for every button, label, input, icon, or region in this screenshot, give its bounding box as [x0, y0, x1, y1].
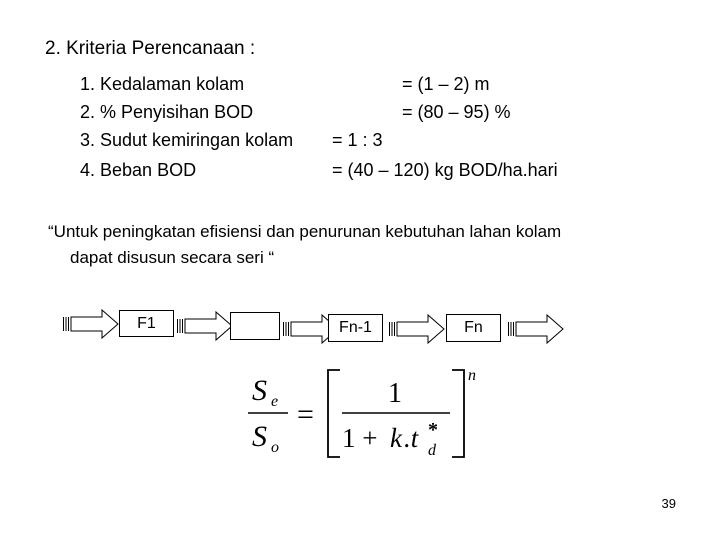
formula-exponent-n: n [468, 367, 476, 384]
striped-block-arrow-right-icon [176, 310, 234, 342]
pond-box-f1: F1 [119, 310, 174, 337]
formula-numerator-sub-e: e [271, 393, 279, 410]
quote-line-1: “Untuk peningkatan efisiensi dan penurunan kebutuhan lahan kolam [48, 222, 562, 241]
formula-k: k [390, 423, 402, 453]
formula-right-bracket [452, 370, 464, 457]
formula-denominator-s: S [252, 420, 267, 453]
pond-box-intermediate [230, 312, 280, 340]
formula-one-plus: 1 + [342, 423, 378, 453]
criterion-value-bod-load: = (40 – 120) kg BOD/ha.hari [332, 160, 558, 180]
striped-block-arrow-right-icon [507, 313, 565, 345]
formula-left-bracket [328, 370, 340, 457]
striped-block-arrow-right-icon [62, 308, 120, 340]
criterion-value-depth: = (1 – 2) m [402, 74, 490, 94]
pond-box-fn-1: Fn-1 [328, 314, 383, 342]
criterion-label-bod-load: 4. Beban BOD [80, 160, 197, 180]
formula-equals: = [297, 398, 314, 431]
formula-inner-numerator: 1 [388, 378, 402, 409]
efficiency-formula [240, 362, 490, 462]
pond-box-fn: Fn [446, 314, 501, 342]
striped-block-arrow-right-icon [388, 313, 446, 345]
criterion-label-slope: 3. Sudut kemiringan kolam [80, 130, 294, 150]
quote-line-2: dapat disusun secara seri “ [70, 248, 275, 267]
criterion-label-depth: 1. Kedalaman kolam [80, 74, 245, 94]
formula-sub-d: d [428, 442, 436, 459]
criterion-value-bod-removal: = (80 – 95) % [402, 102, 511, 122]
page-number: 39 [661, 496, 676, 511]
criterion-label-bod-removal: 2. % Penyisihan BOD [80, 102, 254, 122]
formula-dot-t: .t [404, 423, 419, 453]
criterion-value-slope: = 1 : 3 [332, 130, 383, 150]
formula-numerator-s: S [252, 374, 267, 407]
section-heading: 2. Kriteria Perencanaan : [45, 38, 256, 59]
formula-star: * [428, 419, 438, 441]
formula-denominator-sub-o: o [271, 439, 279, 456]
